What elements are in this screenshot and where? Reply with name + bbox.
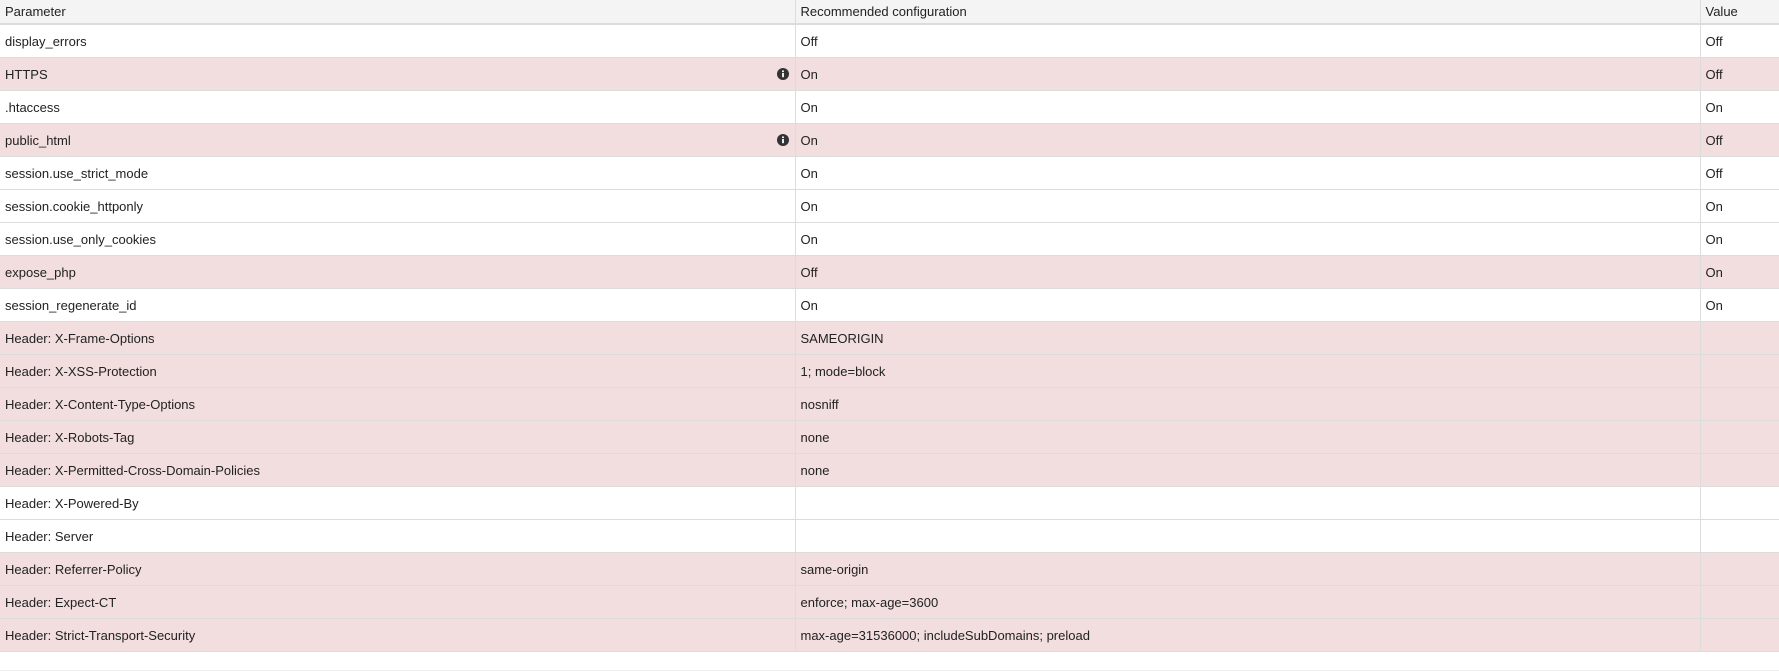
recommended-cell: enforce; max-age=3600 <box>795 586 1700 619</box>
column-header-recommended[interactable]: Recommended configuration <box>795 0 1700 24</box>
value-cell <box>1700 388 1779 421</box>
table-row <box>0 553 1779 586</box>
parameter-cell <box>0 454 795 487</box>
table-row <box>0 190 1779 223</box>
parameter-cell <box>0 190 795 223</box>
recommended-cell: On <box>795 58 1700 91</box>
parameter-cell <box>0 388 795 421</box>
value-cell <box>1700 619 1779 652</box>
parameter-name: Header: Referrer-Policy <box>5 561 142 577</box>
parameter-name: display_errors <box>5 33 87 49</box>
value-cell <box>1700 322 1779 355</box>
parameter-name: Header: X-Permitted-Cross-Domain-Policies <box>5 462 261 478</box>
parameter-name: Header: X-Frame-Options <box>5 330 155 346</box>
info-circle-icon[interactable] <box>777 134 789 146</box>
recommended-cell: On <box>795 157 1700 190</box>
recommended-cell <box>795 520 1700 553</box>
table-body <box>0 24 1779 652</box>
column-header-parameter[interactable]: Parameter <box>0 0 795 24</box>
value-cell <box>1700 454 1779 487</box>
value-cell: Off <box>1700 157 1779 190</box>
parameter-name: expose_php <box>5 264 76 280</box>
recommended-cell: none <box>795 421 1700 454</box>
value-cell: Off <box>1700 58 1779 91</box>
parameter-cell <box>0 586 795 619</box>
recommended-cell <box>795 487 1700 520</box>
table-row <box>0 124 1779 157</box>
value-cell: On <box>1700 256 1779 289</box>
value-cell <box>1700 355 1779 388</box>
table-header <box>0 0 1779 24</box>
value-cell: On <box>1700 91 1779 124</box>
table-row <box>0 24 1779 58</box>
value-cell <box>1700 553 1779 586</box>
recommended-cell: SAMEORIGIN <box>795 322 1700 355</box>
table-row <box>0 619 1779 652</box>
parameter-name: Header: X-Content-Type-Options <box>5 396 196 412</box>
recommended-cell: none <box>795 454 1700 487</box>
parameter-name: session.use_only_cookies <box>5 231 157 247</box>
column-header-value[interactable]: Value <box>1700 0 1779 24</box>
table-row <box>0 322 1779 355</box>
parameter-cell <box>0 520 795 553</box>
parameter-name: public_html <box>5 132 71 148</box>
value-cell <box>1700 487 1779 520</box>
parameter-name: Header: Expect-CT <box>5 594 117 610</box>
parameter-cell <box>0 24 795 58</box>
table-row <box>0 289 1779 322</box>
recommended-cell: On <box>795 223 1700 256</box>
parameter-name: session.use_strict_mode <box>5 165 149 181</box>
parameter-name: Header: Server <box>5 528 94 544</box>
table-row <box>0 487 1779 520</box>
table-row <box>0 91 1779 124</box>
parameter-cell <box>0 223 795 256</box>
parameter-name: session.cookie_httponly <box>5 198 144 214</box>
table-row <box>0 58 1779 91</box>
value-cell: On <box>1700 190 1779 223</box>
parameter-cell <box>0 157 795 190</box>
table-row <box>0 421 1779 454</box>
parameter-cell <box>0 124 795 157</box>
parameter-cell <box>0 322 795 355</box>
recommended-cell: Off <box>795 24 1700 58</box>
value-cell: On <box>1700 289 1779 322</box>
table-row <box>0 223 1779 256</box>
recommended-cell: same-origin <box>795 553 1700 586</box>
info-circle-icon[interactable] <box>777 68 789 80</box>
value-cell <box>1700 586 1779 619</box>
recommended-cell: nosniff <box>795 388 1700 421</box>
recommended-cell: On <box>795 124 1700 157</box>
parameter-cell <box>0 553 795 586</box>
parameter-cell <box>0 91 795 124</box>
table-row <box>0 454 1779 487</box>
value-cell <box>1700 520 1779 553</box>
recommended-cell: Off <box>795 256 1700 289</box>
parameter-cell <box>0 256 795 289</box>
parameter-cell <box>0 619 795 652</box>
table-row <box>0 520 1779 553</box>
parameter-name: .htaccess <box>5 99 60 115</box>
parameter-cell <box>0 58 795 91</box>
parameter-name: Header: X-XSS-Protection <box>5 363 157 379</box>
recommended-cell: 1; mode=block <box>795 355 1700 388</box>
parameter-cell <box>0 487 795 520</box>
parameter-cell <box>0 421 795 454</box>
parameter-name: Header: Strict-Transport-Security <box>5 627 196 643</box>
table-row <box>0 256 1779 289</box>
parameter-name: Header: X-Powered-By <box>5 495 139 511</box>
recommended-cell: max-age=31536000; includeSubDomains; preload <box>795 619 1700 652</box>
header-row <box>0 0 1779 24</box>
value-cell: Off <box>1700 24 1779 58</box>
table-row <box>0 388 1779 421</box>
value-cell: On <box>1700 223 1779 256</box>
recommended-cell: On <box>795 91 1700 124</box>
recommended-cell: On <box>795 289 1700 322</box>
parameter-name: HTTPS <box>5 66 48 82</box>
parameter-name: Header: X-Robots-Tag <box>5 429 135 445</box>
value-cell: Off <box>1700 124 1779 157</box>
recommended-cell: On <box>795 190 1700 223</box>
table-row <box>0 355 1779 388</box>
parameter-cell <box>0 355 795 388</box>
value-cell <box>1700 421 1779 454</box>
table-row <box>0 586 1779 619</box>
table-row <box>0 157 1779 190</box>
parameter-name: session_regenerate_id <box>5 297 137 313</box>
parameter-cell <box>0 289 795 322</box>
